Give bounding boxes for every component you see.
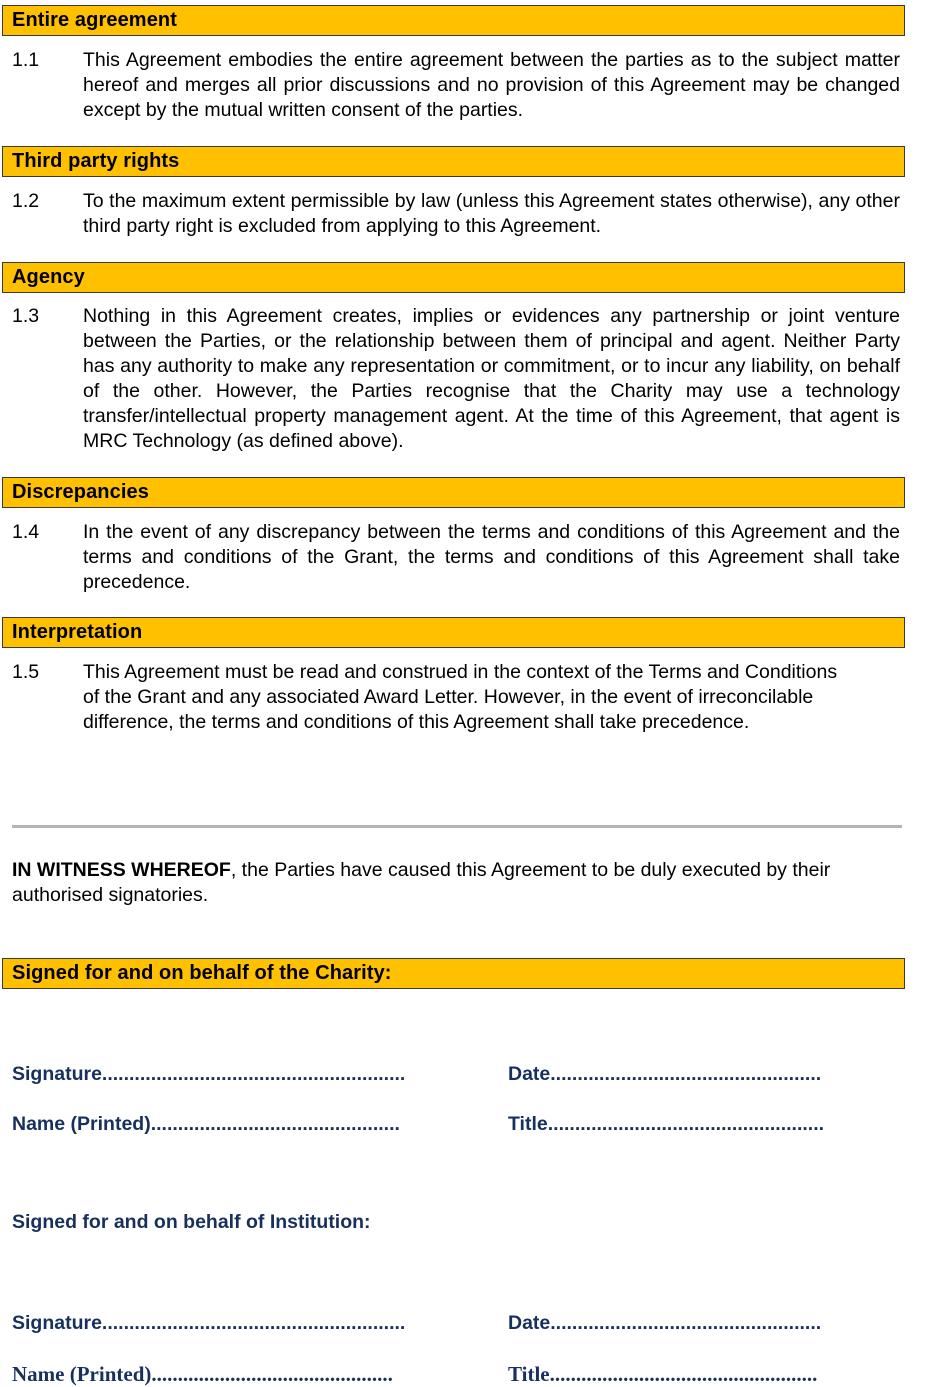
charity-signature-field[interactable]: Signature........................................................ <box>12 1063 406 1085</box>
clause-1-3 <box>12 304 900 454</box>
clause-text: This Agreement embodies the entire agreement between the parties as to the subject matter hereof and merges all prior discussions and no provision of this Agreement may be changed except by the mutual written consent of the parties. <box>83 49 900 121</box>
charity-date-field[interactable]: Date.................................................. <box>508 1063 822 1085</box>
charity-name-field[interactable]: Name (Printed).............................................. <box>12 1113 400 1135</box>
witness-text: , the Parties have caused this Agreement to be duly executed by their authorised signatories. <box>12 859 831 906</box>
clause-1-2 <box>12 189 900 239</box>
clause-text: This Agreement must be read and construed in the context of the Terms and Conditions of the Grant and any associated Award Letter. However, in the event of irreconcilable difference, the terms and conditions of this Agreement shall take precedence. <box>83 661 838 733</box>
clause-number: 1.1 <box>12 49 40 71</box>
institution-signature-heading: Signed for and on behalf of Institution: <box>12 1211 371 1233</box>
institution-signature-field[interactable]: Signature........................................................ <box>12 1312 406 1334</box>
institution-date-field[interactable]: Date.................................................. <box>508 1312 822 1334</box>
clause-text: Nothing in this Agreement creates, implies or evidences any partnership or joint venture between the Parties, or the relationship between them of principal and agent. Neither Party has any authority to make any representation or commitment, or to incur any liability, on behalf of the other. However, the Parties recognise that the Charity may use a technology transfer/intellectual property management agent. At the time of this Agreement, that agent is MRC Technology (as defined above). <box>83 305 900 452</box>
clause-number: 1.4 <box>12 521 40 543</box>
clause-1-4 <box>12 520 900 595</box>
institution-name-field[interactable]: Name (Printed).............................................. <box>12 1362 393 1386</box>
clause-text: In the event of any discrepancy between the terms and conditions of this Agreement and the terms and conditions of the Grant, the terms and conditions of this Agreement shall take precedence. <box>83 521 900 593</box>
clause-number: 1.3 <box>12 305 40 327</box>
section-heading-third-party-rights: Third party rights <box>2 146 905 177</box>
section-heading-entire-agreement: Entire agreement <box>2 5 905 36</box>
institution-title-field[interactable]: Title................................................... <box>508 1362 818 1386</box>
witness-statement <box>12 858 892 908</box>
horizontal-rule <box>12 825 902 828</box>
charity-title-field[interactable]: Title................................................... <box>508 1113 825 1135</box>
section-heading-interpretation: Interpretation <box>2 617 905 648</box>
clause-text: To the maximum extent permissible by law (unless this Agreement states otherwise), any other third party right is excluded from applying to this Agreement. <box>83 190 900 237</box>
clause-number: 1.2 <box>12 190 40 212</box>
section-heading-agency: Agency <box>2 262 905 293</box>
clause-number: 1.5 <box>12 661 40 683</box>
section-heading-discrepancies: Discrepancies <box>2 477 905 508</box>
witness-bold: IN WITNESS WHEREOF <box>12 859 231 881</box>
charity-signature-heading: Signed for and on behalf of the Charity: <box>2 958 905 989</box>
clause-1-5 <box>12 660 900 735</box>
clause-1-1 <box>12 48 900 123</box>
